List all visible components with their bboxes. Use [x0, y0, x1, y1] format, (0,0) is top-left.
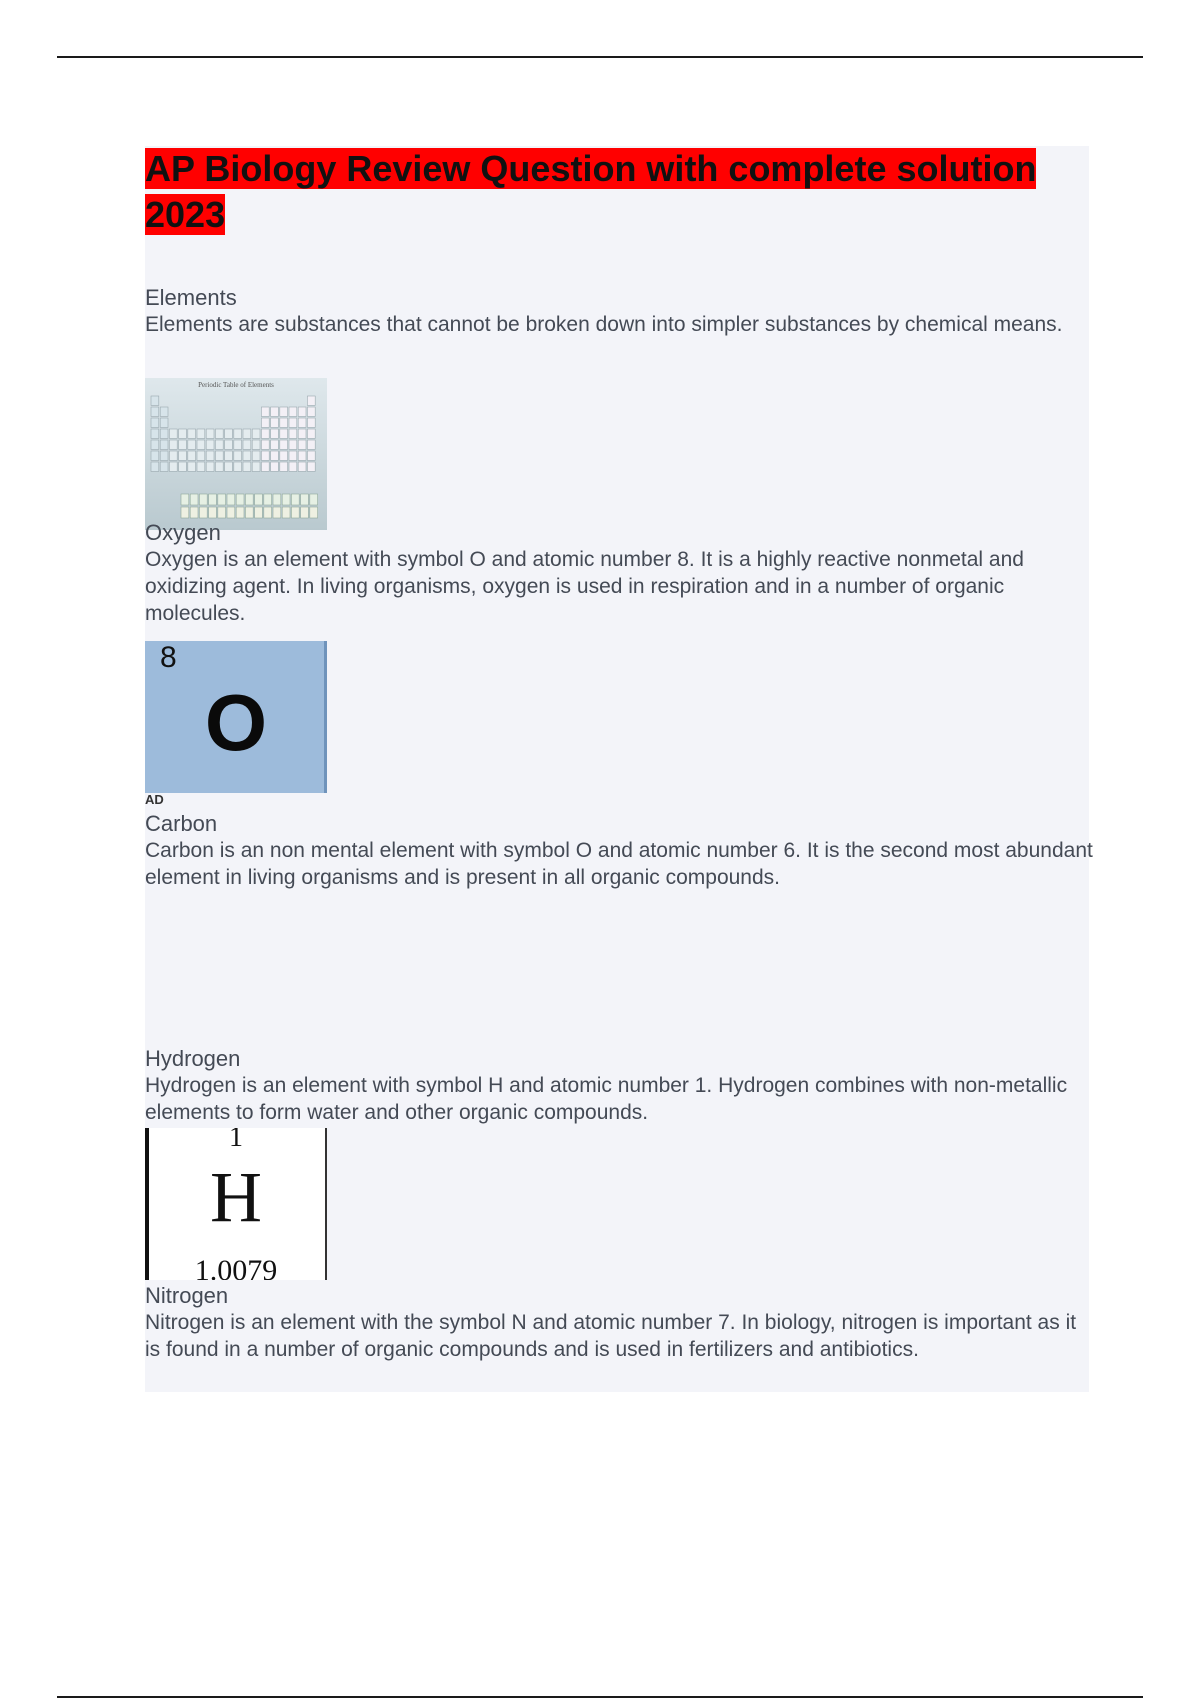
term-nitrogen: Nitrogen: [145, 1283, 229, 1308]
periodic-table-cell: [225, 429, 233, 438]
periodic-table-cell: [179, 429, 187, 438]
periodic-table-cell: [298, 429, 306, 438]
periodic-table-cell: [234, 429, 242, 438]
periodic-table-cell: [209, 494, 217, 505]
periodic-table-cell: [236, 494, 244, 505]
periodic-table-cell: [160, 440, 168, 449]
periodic-table-cell: [261, 418, 269, 427]
definition-oxygen: Oxygen is an element with symbol O and atomic number 8. It is a highly reactive nonmetal and oxidizing agent. In living organisms, oxygen is used in respiration and in a number of organic molecules.: [145, 548, 1024, 625]
periodic-table-cell: [255, 494, 263, 505]
periodic-table-cell: [307, 429, 315, 438]
periodic-table-cell: [215, 429, 223, 438]
oxygen-atomic-number: 8: [160, 641, 177, 674]
periodic-table-cell: [301, 507, 309, 518]
periodic-table-cell: [169, 440, 177, 449]
periodic-table-cell: [280, 451, 288, 460]
periodic-table-cell: [280, 462, 288, 471]
periodic-table-cell: [218, 507, 226, 518]
periodic-table-cell: [225, 462, 233, 471]
periodic-table-cell: [280, 407, 288, 416]
oxygen-element-tile: [145, 641, 327, 793]
periodic-table-cell: [227, 507, 235, 518]
periodic-table-cell: [307, 451, 315, 460]
periodic-table-cell: [261, 451, 269, 460]
periodic-table-cell: [307, 440, 315, 449]
periodic-table-cell: [261, 407, 269, 416]
periodic-table-cell: [280, 440, 288, 449]
definition-elements: Elements are substances that cannot be broken down into simpler substances by chemical means.: [145, 313, 1063, 336]
periodic-table-cell: [209, 507, 217, 518]
periodic-table-cell: [151, 451, 159, 460]
periodic-table-cell: [199, 494, 207, 505]
periodic-table-cell: [298, 418, 306, 427]
hydrogen-element-tile: [145, 1128, 327, 1280]
periodic-table-cell: [169, 451, 177, 460]
periodic-table-cell: [282, 507, 290, 518]
periodic-table-cell: [252, 440, 260, 449]
periodic-table-cell: [169, 462, 177, 471]
periodic-table-cell: [206, 429, 214, 438]
periodic-table-cell: [188, 451, 196, 460]
periodic-table-cell: [199, 507, 207, 518]
periodic-table-cell: [188, 440, 196, 449]
periodic-table-cell: [181, 494, 189, 505]
periodic-table-cell: [280, 429, 288, 438]
periodic-table-cell: [243, 429, 251, 438]
periodic-table-cell: [307, 418, 315, 427]
periodic-table-cell: [273, 507, 281, 518]
periodic-table-cell: [271, 462, 279, 471]
periodic-table-cell: [160, 407, 168, 416]
hydrogen-symbol: H: [210, 1157, 262, 1237]
periodic-table-cell: [271, 440, 279, 449]
periodic-table-cell: [151, 462, 159, 471]
periodic-table-cell: [255, 507, 263, 518]
periodic-table-cell: [307, 462, 315, 471]
definition-carbon: Carbon is an non mental element with symbol O and atomic number 6. It is the second most abundant element in living organisms and is present in all organic compounds.: [145, 839, 1093, 889]
periodic-table-cell: [234, 440, 242, 449]
oxygen-symbol: O: [204, 678, 268, 767]
title-highlight: AP Biology Review Question with complete solution 2023: [145, 148, 1037, 235]
periodic-table-cell: [271, 418, 279, 427]
periodic-table-cell: [280, 418, 288, 427]
periodic-table-cell: [252, 429, 260, 438]
term-oxygen: Oxygen: [145, 520, 221, 545]
definition-nitrogen: Nitrogen is an element with the symbol N and atomic number 7. In biology, nitrogen is important as it is found in a number of organic compounds and is used in fertilizers and antibiotics.: [145, 1311, 1077, 1361]
header-rule: [57, 56, 1143, 58]
periodic-table-cell: [282, 494, 290, 505]
periodic-table-cell: [190, 494, 198, 505]
document-title: [145, 146, 1045, 238]
periodic-table-cell: [206, 462, 214, 471]
periodic-table-cell: [243, 440, 251, 449]
periodic-table-cell: [261, 429, 269, 438]
periodic-table-cell: [215, 451, 223, 460]
periodic-table-cell: [151, 440, 159, 449]
periodic-table-cell: [289, 462, 297, 471]
periodic-table-cell: [261, 440, 269, 449]
periodic-table-image: [145, 378, 327, 530]
periodic-table-cell: [271, 407, 279, 416]
periodic-table-cell: [179, 451, 187, 460]
footer-rule: [57, 1696, 1143, 1698]
periodic-table-cell: [206, 451, 214, 460]
periodic-table-cell: [151, 418, 159, 427]
periodic-table-cell: [227, 494, 235, 505]
periodic-table-cell: [197, 440, 205, 449]
periodic-table-cell: [197, 462, 205, 471]
periodic-table-cell: [181, 507, 189, 518]
periodic-table-cell: [289, 418, 297, 427]
periodic-table-cell: [243, 462, 251, 471]
periodic-table-cell: [307, 396, 315, 405]
periodic-table-cell: [234, 451, 242, 460]
periodic-table-cell: [188, 429, 196, 438]
periodic-table-cell: [215, 440, 223, 449]
periodic-table-cell: [273, 494, 281, 505]
periodic-table-cell: [206, 440, 214, 449]
periodic-table-cell: [190, 507, 198, 518]
periodic-table-cell: [252, 451, 260, 460]
periodic-table-cell: [236, 507, 244, 518]
periodic-table-cell: [197, 429, 205, 438]
periodic-table-cell: [307, 407, 315, 416]
periodic-table-cell: [271, 451, 279, 460]
periodic-table-cell: [289, 429, 297, 438]
periodic-table-cell: [243, 451, 251, 460]
periodic-table-cell: [245, 494, 253, 505]
periodic-table-cell: [310, 494, 318, 505]
periodic-table-cell: [160, 418, 168, 427]
periodic-table-caption: Periodic Table of Elements: [198, 381, 274, 389]
periodic-table-cell: [298, 462, 306, 471]
periodic-table-cell: [298, 440, 306, 449]
periodic-table-cell: [291, 507, 299, 518]
hydrogen-atomic-mass: 1.0079: [194, 1254, 278, 1280]
periodic-table-cell: [215, 462, 223, 471]
periodic-table-cell: [151, 429, 159, 438]
periodic-table-cell: [234, 462, 242, 471]
periodic-table-cell: [169, 429, 177, 438]
periodic-table-cell: [310, 507, 318, 518]
periodic-table-cell: [188, 462, 196, 471]
periodic-table-cell: [298, 407, 306, 416]
periodic-table-cell: [289, 407, 297, 416]
periodic-table-cell: [179, 462, 187, 471]
periodic-table-cell: [261, 462, 269, 471]
periodic-table-grid: [145, 378, 327, 530]
periodic-table-cell: [289, 451, 297, 460]
periodic-table-cell: [298, 451, 306, 460]
periodic-table-cell: [289, 440, 297, 449]
periodic-table-cell: [301, 494, 309, 505]
periodic-table-cell: [264, 507, 272, 518]
periodic-table-cell: [225, 440, 233, 449]
periodic-table-cell: [245, 507, 253, 518]
periodic-table-cell: [197, 451, 205, 460]
term-carbon: Carbon: [145, 811, 218, 836]
periodic-table-cell: [264, 494, 272, 505]
periodic-table-cell: [151, 396, 159, 405]
periodic-table-cell: [151, 407, 159, 416]
term-elements: Elements: [145, 285, 237, 310]
periodic-table-cell: [160, 429, 168, 438]
periodic-table-cell: [160, 451, 168, 460]
periodic-table-cell: [271, 429, 279, 438]
definition-hydrogen: Hydrogen is an element with symbol H and atomic number 1. Hydrogen combines with non-metallic elements to form water and other organic compounds.: [145, 1074, 1068, 1124]
ad-label: AD: [145, 792, 164, 807]
term-hydrogen: Hydrogen: [145, 1046, 241, 1071]
periodic-table-cell: [291, 494, 299, 505]
periodic-table-cell: [160, 462, 168, 471]
periodic-table-cell: [252, 462, 260, 471]
periodic-table-cell: [218, 494, 226, 505]
periodic-table-cell: [179, 440, 187, 449]
periodic-table-cell: [225, 451, 233, 460]
hydrogen-atomic-number: 1: [229, 1128, 243, 1153]
